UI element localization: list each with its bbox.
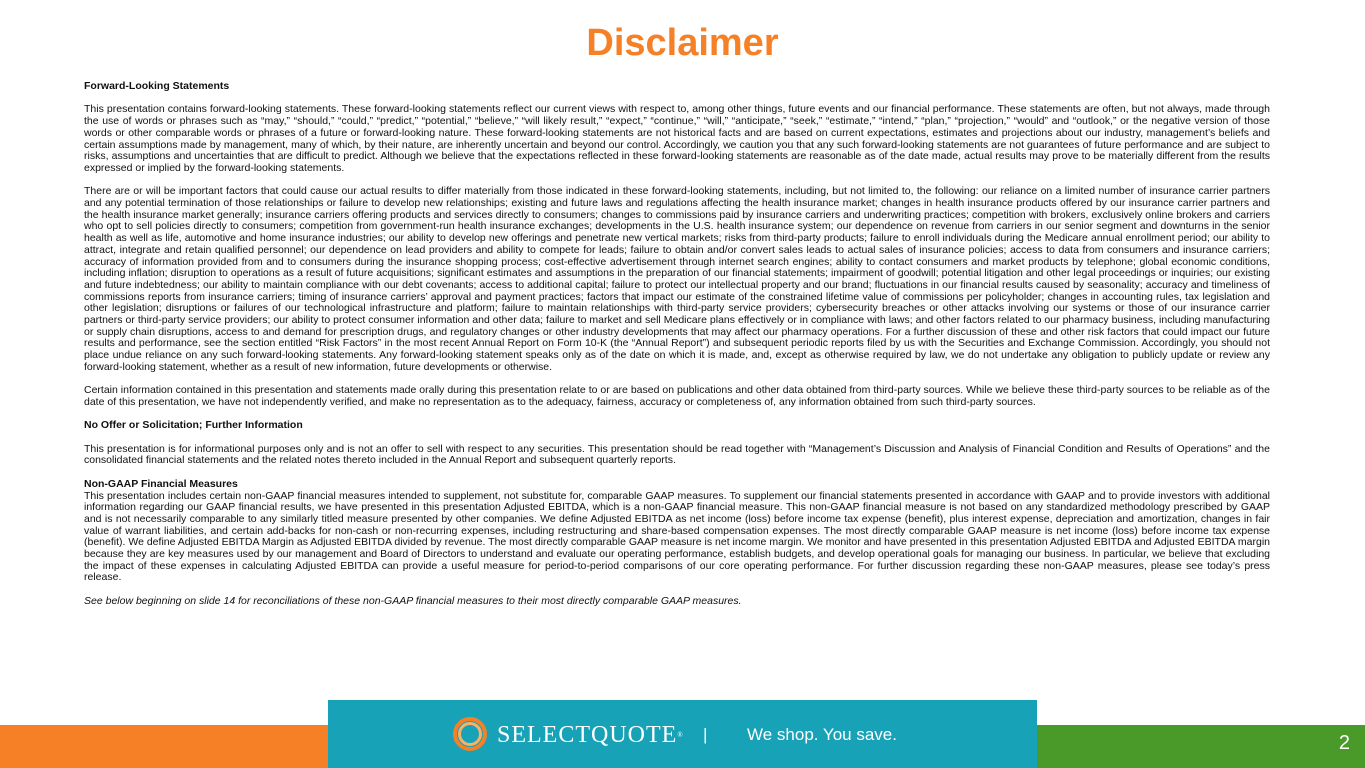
selectquote-ring-logo-icon xyxy=(452,716,488,752)
brand-logo-text xyxy=(497,720,683,750)
no-offer-paragraph: This presentation is for informational purposes only and is not an offer to sell with respect to any securities. This presentation should be read together with “Management’s Discussion and Analysis of Financial Condition and Results of Operations” and the consolidated financial statements and the related notes thereto included in the Annual Report and subsequent quarterly reports. xyxy=(84,442,1270,467)
disclaimer-body xyxy=(84,81,1270,619)
non-gaap-heading: Non-GAAP Financial Measures xyxy=(84,477,238,490)
brand-name: SELECTQUOTE xyxy=(497,722,678,748)
footer-tagline: We shop. You save. xyxy=(747,725,897,744)
footer-separator: | xyxy=(703,725,708,744)
footer-orange-bar xyxy=(0,725,328,768)
non-gaap-note: See below beginning on slide 14 for reconciliations of these non-GAAP financial measures to their most directly comparable GAAP measures. xyxy=(84,594,742,607)
no-offer-heading: No Offer or Solicitation; Further Information xyxy=(84,419,303,432)
page-number: 2 xyxy=(1338,732,1350,754)
non-gaap-paragraph: This presentation includes certain non-GAAP financial measures intended to supplement, not substitute for, comparable GAAP measures. To supplement our financial statements presented in accordance with GAAP and to provide investors with additional information regarding our GAAP financial results, we have presented in this presentation Adjusted EBITDA, which is a non-GAAP financial measure. This non-GAAP financial measure is not based on any standardized methodology prescribed by GAAP and is not necessarily comparable to any similarly titled measure presented by other companies. We define Adjusted EBITDA as net income (loss) before income tax expense (benefit), plus interest expense, depreciation and amortization, changes in fair value of warrant liabilities, and certain add-backs for non-cash or non-recurring expenses, including restructuring and share-based compensation expenses. The most directly comparable GAAP measure is net income (loss) before income tax expense (benefit). We define Adjusted EBITDA Margin as Adjusted EBITDA divided by revenue. The most directly comparable GAAP measure is net income margin. We monitor and have presented in this presentation Adjusted EBITDA and Adjusted EBITDA margin because they are key measures used by our management and Board of Directors to understand and evaluate our operating performance, establish budgets, and develop operational goals for managing our business. In particular, we believe that excluding the impact of these expenses in calculating Adjusted EBITDA can provide a useful measure for period-to-period comparisons of our core operating performance. For further discussion regarding these non-GAAP measures, please see today’s press release. xyxy=(84,489,1270,584)
third-party-sources-paragraph: Certain information contained in this presentation and statements made orally during this presentation relate to or are based on publications and other data obtained from third-party sources. While we believe these third-party sources to be reliable as of the date of this presentation, we have not independently verified, and make no representation as to the adequacy, fairness, accuracy or completeness of, any information obtained from such third-party sources. xyxy=(84,384,1270,408)
forward-looking-heading: Forward-Looking Statements xyxy=(84,80,230,92)
forward-looking-paragraph-1: This presentation contains forward-looking statements. These forward-looking statements reflect our current views with respect to, among other things, future events and our financial performance. These statements are often, but not always, made through the use of words or phrases such as “may,” “should,” “could,” “predict,” “potential,” “believe,” “will likely result,” “expect,” “continue,” “will,” “anticipate,” “seek,” “estimate,” “intend,” “plan,” “projection,” “would” and “outlook,” or the negative version of those words or other comparable words or phrases of a future or forward-looking nature. These forward-looking statements are not historical facts and are based on current expectations, estimates and projections about our industry, management’s beliefs and certain assumptions made by management, many of which, by their nature, are inherently uncertain and beyond our control. Accordingly, we caution you that any such forward-looking statements are not guarantees of future performance and are subject to risks, assumptions and uncertainties that are difficult to predict. Although we believe that the expectations reflected in these forward-looking statements are reasonable as of the date made, actual results may prove to be materially different from the results expressed or implied by the forward-looking statements. xyxy=(84,103,1270,174)
forward-looking-paragraph-2: There are or will be important factors that could cause our actual results to differ materially from those indicated in these forward-looking statements, including, but not limited to, the following: our reliance on a limited number of insurance carrier partners and any potential termination of those relationships or failure to develop new relationships; existing and future laws and regulations affecting the health insurance market; changes in health insurance products offered by our insurance carrier partners and the health insurance market generally; insurance carriers offering products and services directly to consumers; changes to commissions paid by insurance carriers and underwriting practices; competition with brokers, exclusively online brokers and carriers who opt to sell policies directly to consumers; competition from government-run health insurance exchanges; developments in the U.S. health insurance system; our dependence on revenue from carriers in our senior segment and downturns in the senior health as well as life, automotive and home insurance industries; our ability to develop new offerings and penetrate new vertical markets; risks from third-party products; failure to enroll individuals during the Medicare annual enrollment period; our ability to attract, integrate and retain qualified personnel; our dependence on lead providers and ability to compete for leads; failure to obtain and/or convert sales leads to actual sales of insurance policies; access to data from consumers and insurance carriers; accuracy of information provided from and to consumers during the insurance shopping process; cost-effective advertisement through internet search engines; ability to contact consumers and market products by telephone; global economic conditions, including inflation; disruption to operations as a result of future acquisitions; significant estimates and assumptions in the preparation of our financial statements; impairment of goodwill; potential litigation and other legal proceedings or inquiries; our existing and future indebtedness; our ability to maintain compliance with our debt covenants; access to additional capital; failure to protect our intellectual property and our brand; fluctuations in our financial results caused by seasonality; accuracy and timeliness of commissions reports from insurance carriers; timing of insurance carriers’ approval and payment practices; factors that impact our estimate of the constrained lifetime value of commissions per policyholder; changes in accounting rules, tax legislation and other legislation; disruptions or failures of our technological infrastructure and platform; failure to maintain relationships with third-party service providers; cybersecurity breaches or other attacks involving our systems or those of our insurance carrier partners or third-party service providers; our ability to protect consumer information and other data; failure to market and sell Medicare plans effectively or in compliance with laws; and other factors related to our pharmacy business, including manufacturing or supply chain disruptions, access to and demand for prescription drugs, and regulatory changes or other industry developments that may affect our pharmacy operations. For a further discussion of these and other risk factors that could impact our future results and performance, see the section entitled “Risk Factors” in the most recent Annual Report on Form 10-K (the “Annual Report”) and subsequent periodic reports filed by us with the Securities and Exchange Commission. Accordingly, you should not place undue reliance on any such forward-looking statements. Any forward-looking statement speaks only as of the date on which it is made, and, except as otherwise required by law, we do not undertake any obligation to publicly update or review any forward-looking statement, whether as a result of new information, future developments or otherwise. xyxy=(84,185,1270,373)
trademark-symbol: ® xyxy=(677,731,683,739)
page-title: Disclaimer xyxy=(586,22,779,64)
